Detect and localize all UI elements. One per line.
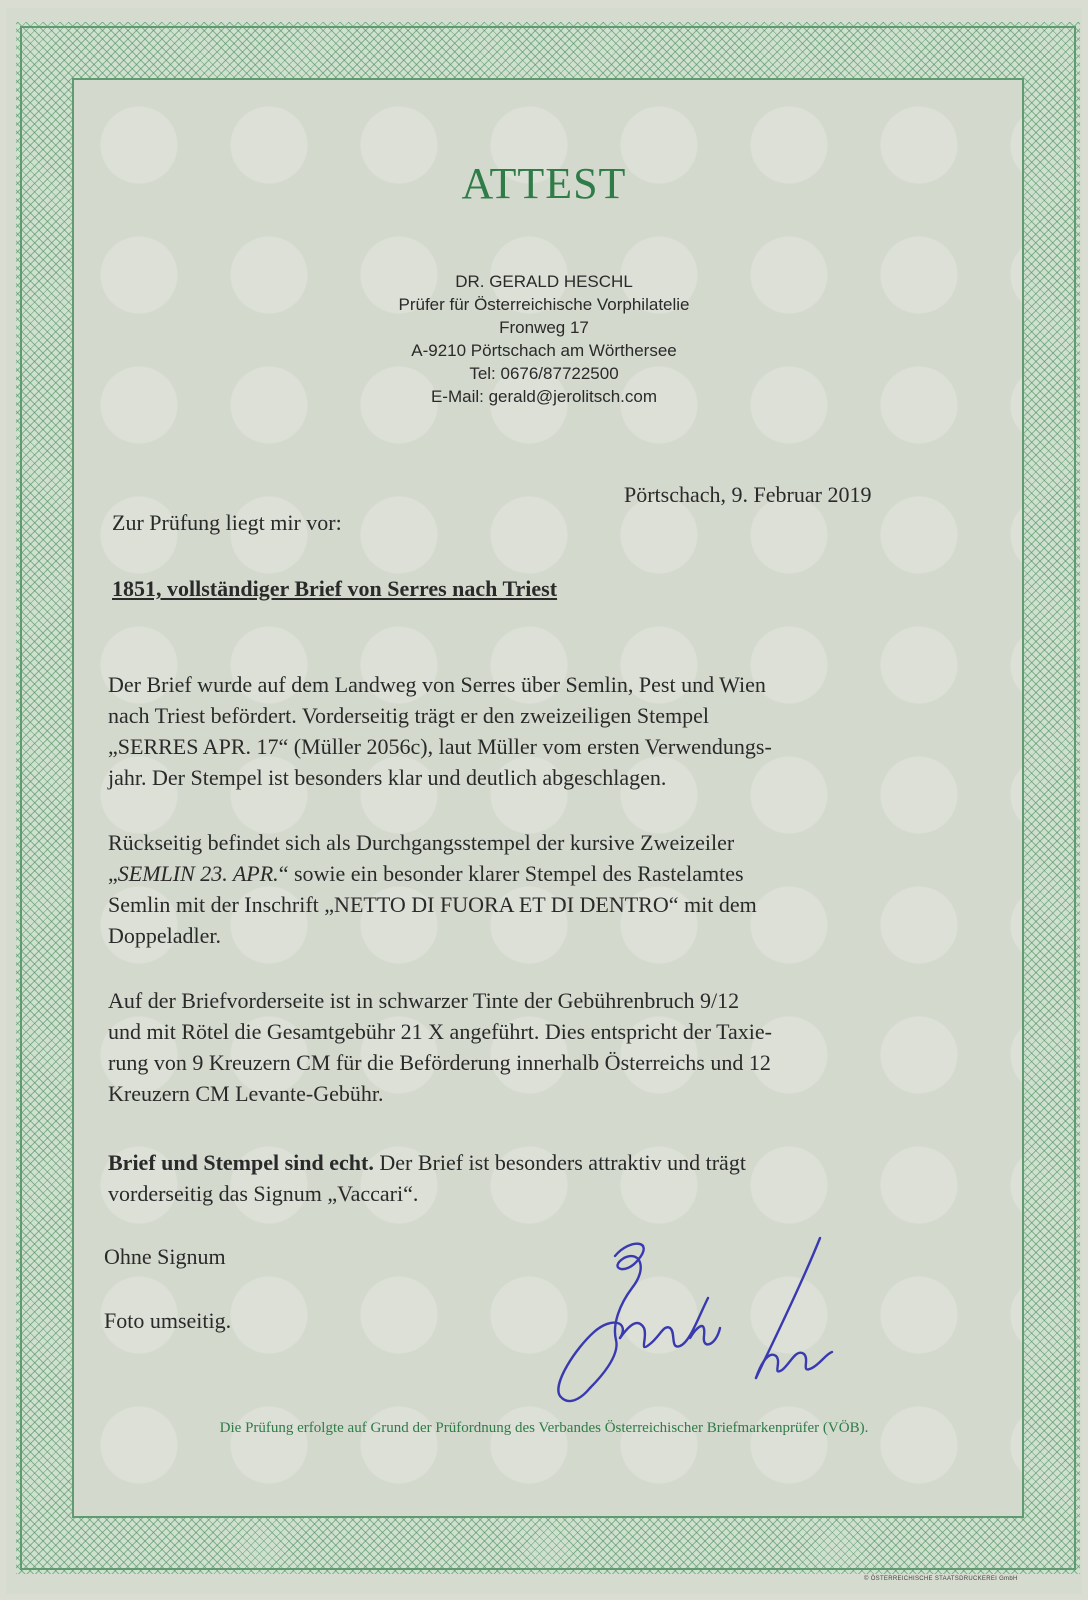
intro-line: Zur Prüfung liegt mir vor: — [112, 510, 342, 535]
paragraph-line: nach Triest befördert. Vorderseitig trägt er den zweizeiligen Stempel — [108, 703, 709, 728]
paragraph-line: „SERRES APR. 17“ (Müller 2056c), laut Müller vom ersten Verwendungs- — [108, 734, 772, 759]
paragraph-line: jahr. Der Stempel ist besonders klar und deutlich abgeschlagen. — [108, 765, 667, 790]
paragraph-verdict — [108, 1150, 948, 1212]
verdict-bold: Brief und Stempel sind echt. — [108, 1150, 374, 1175]
paragraph-line: Semlin mit der Inschrift „NETTO DI FUORA ET DI DENTRO“ mit dem — [108, 892, 757, 917]
note-photo-reverse: Foto umseitig. — [104, 1308, 232, 1333]
examiner-city: A-9210 Pörtschach am Wörthersee — [411, 341, 677, 360]
paragraph-transit — [108, 830, 948, 954]
certificate-title: ATTEST — [461, 159, 627, 208]
paragraph-postage — [108, 988, 948, 1112]
paragraph-line: „SEMLIN 23. APR.“ sowie ein besonder klarer Stempel des Rastelamtes — [108, 861, 744, 886]
examiner-role: Prüfer für Österreichische Vorphilatelie — [398, 295, 690, 314]
paragraph-line: rung von 9 Kreuzern CM für die Beförderung innerhalb Österreichs und 12 — [108, 1050, 771, 1075]
examiner-street: Fronweg 17 — [499, 318, 589, 337]
place-date: Pörtschach, 9. Februar 2019 — [624, 482, 872, 507]
semlin-postmark-text: SEMLIN 23. APR. — [117, 861, 279, 886]
paragraph-line: vorderseitig das Signum „Vaccari“. — [108, 1181, 419, 1206]
paragraph-line: Rückseitig befindet sich als Durchgangsstempel der kursive Zweizeiler — [108, 830, 735, 855]
paragraph-route — [108, 672, 948, 796]
paragraph-line: Brief und Stempel sind echt. Der Brief ist besonders attraktiv und trägt — [108, 1150, 746, 1175]
footer-note: Die Prüfung erfolgte auf Grund der Prüfordnung des Verbandes Österreichischer Briefmarkenprüfer (VÖB). — [219, 1420, 869, 1436]
paragraph-line: Doppeladler. — [108, 923, 222, 948]
paragraph-line: Kreuzern CM Levante-Gebühr. — [108, 1081, 384, 1106]
examiner-email: E-Mail: gerald@jerolitsch.com — [430, 387, 658, 406]
paragraph-line: Der Brief wurde auf dem Landweg von Serres über Semlin, Pest und Wien — [108, 672, 766, 697]
paragraph-line: und mit Rötel die Gesamtgebühr 21 X angeführt. Dies entspricht der Taxie- — [108, 1019, 772, 1044]
note-no-signum: Ohne Signum — [104, 1244, 226, 1269]
examiner-name: DR. GERALD HESCHL — [455, 272, 633, 291]
examiner-signature — [520, 1228, 840, 1428]
printer-imprint: © ÖSTERREICHISCHE STAATSDRUCKEREI GmbH — [864, 1576, 1018, 1582]
subject-line: 1851, vollständiger Brief von Serres nach Triest — [112, 576, 558, 601]
examiner-phone: Tel: 0676/87722500 — [469, 364, 619, 383]
paragraph-line: Auf der Briefvorderseite ist in schwarzer Tinte der Gebührenbruch 9/12 — [108, 988, 740, 1013]
